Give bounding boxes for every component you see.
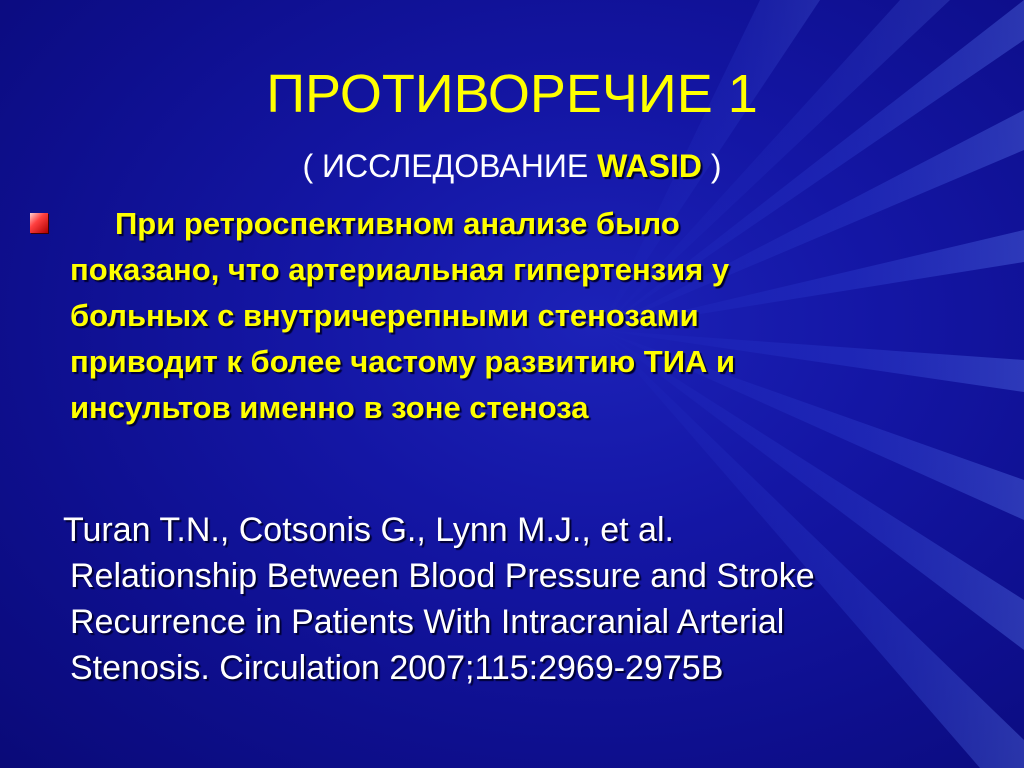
subtitle-suffix: ) [701, 148, 722, 184]
slide-subtitle [0, 146, 1024, 186]
bullet-line: больных с внутричерепными стенозами [70, 298, 699, 333]
subtitle-highlight: WASID [597, 148, 702, 184]
reference-line: Relationship Between Blood Pressure and Stroke [70, 557, 815, 595]
reference-line: Stenosis. Circulation 2007;115:2969-2975B [70, 649, 724, 687]
bullet-line: инсультов именно в зоне стеноза [70, 390, 589, 425]
bullet-line: При ретроспективном анализе было [115, 206, 680, 241]
subtitle-prefix: ( ИССЛЕДОВАНИЕ [302, 148, 598, 184]
bullet-line: показано, что артериальная гипертензия у [70, 252, 730, 287]
bullet-paragraph [70, 201, 970, 431]
reference-line: Recurrence in Patients With Intracranial Arterial [70, 603, 785, 641]
slide-title: ПРОТИВОРЕЧИЕ 1 [266, 64, 758, 124]
bullet-line: приводит к более частому развитию ТИА и [70, 344, 736, 379]
reference-line: Turan T.N., Cotsonis G., Lynn M.J., et al. [63, 511, 674, 549]
reference-citation [63, 507, 1000, 691]
red-square-bullet-icon [30, 213, 48, 233]
